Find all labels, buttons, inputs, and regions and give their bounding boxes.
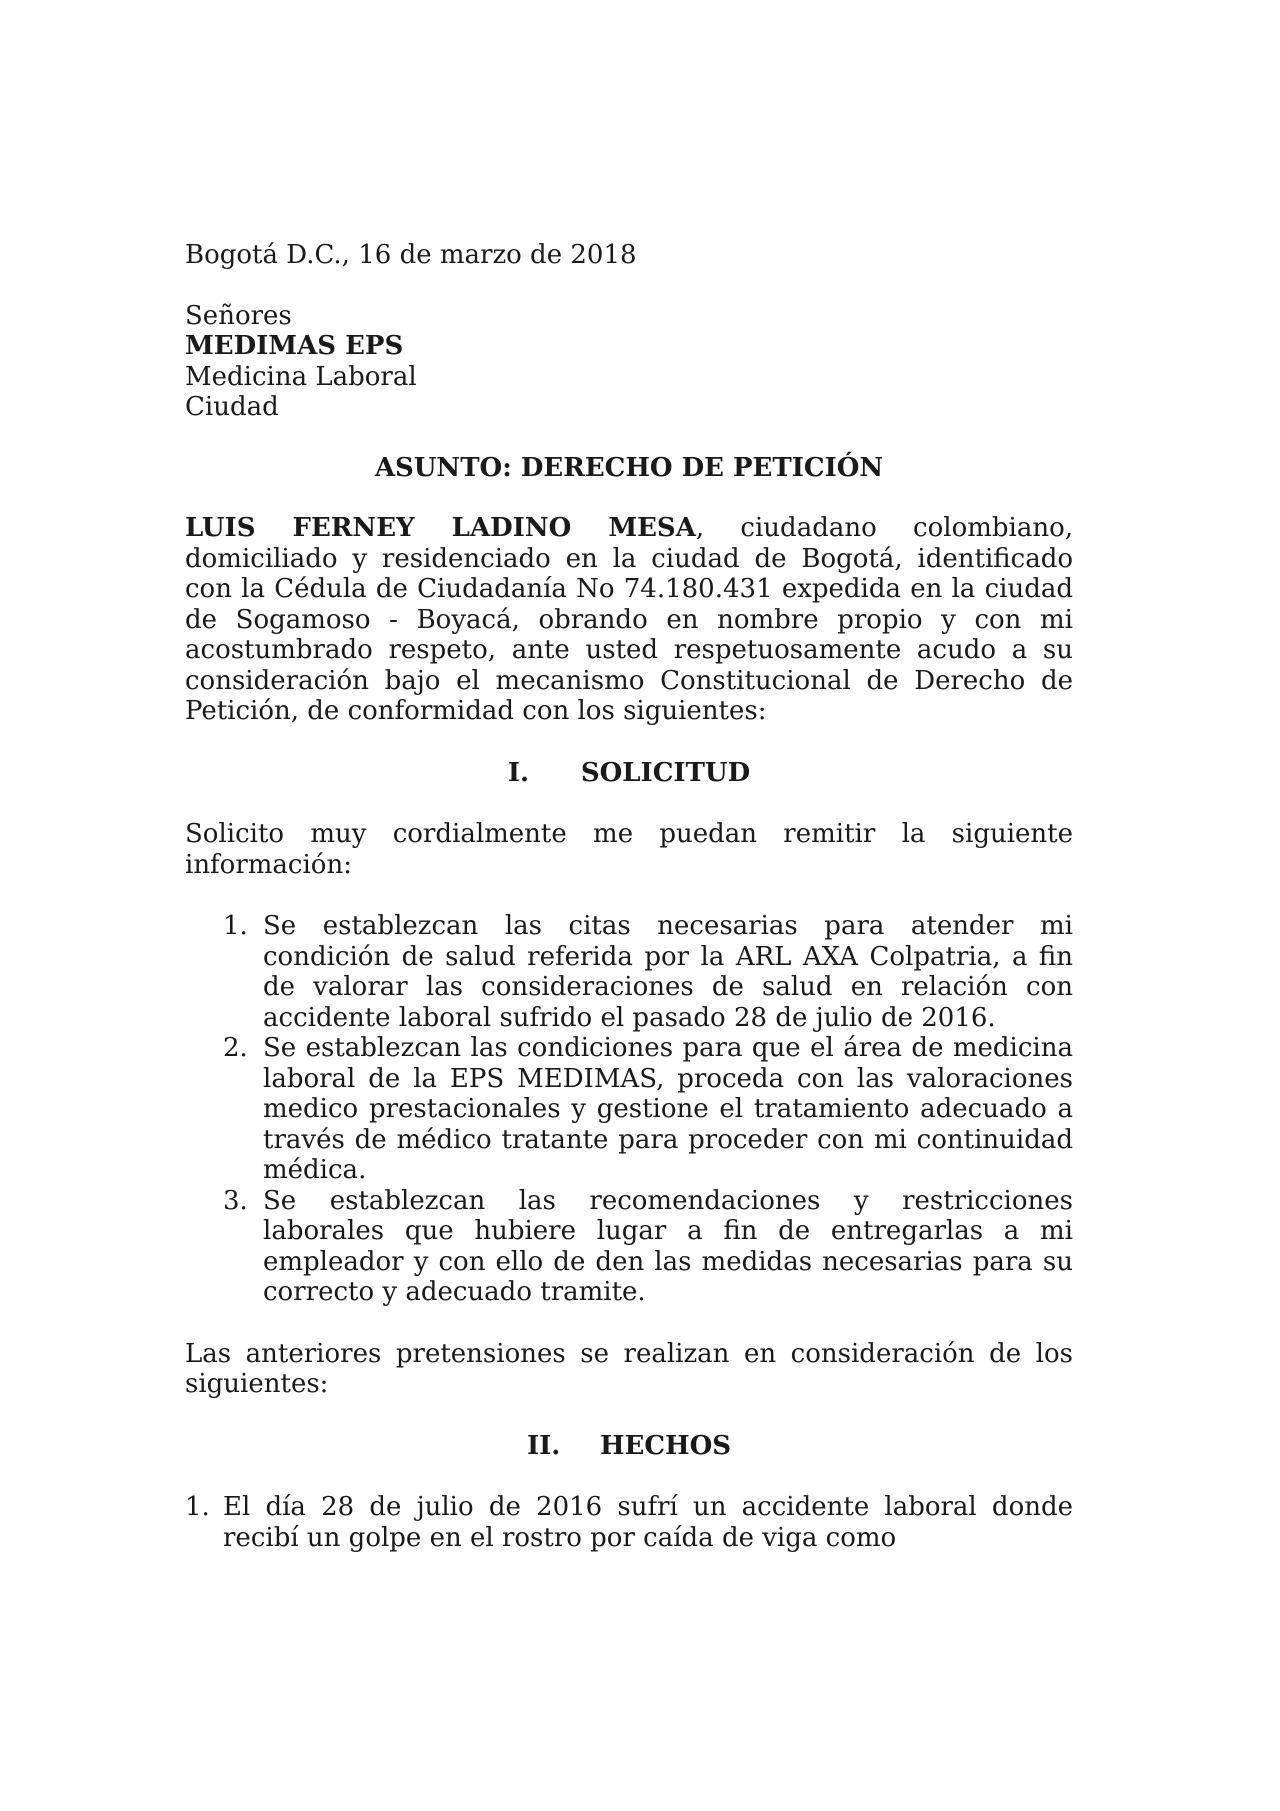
intro-paragraph	[185, 513, 1073, 727]
recipient-block	[185, 301, 1073, 423]
petitioner-name: LUIS FERNEY LADINO MESA	[185, 513, 696, 543]
section-number: I.	[507, 757, 530, 788]
list-item-text: Se establezcan las recomendaciones y restricciones laborales que hubiere lugar a fin de entregarlas a mi empleador y con ello de den las medidas necesarias para su correcto y adecuado tramite.	[263, 1185, 1073, 1307]
solicitud-list	[185, 911, 1073, 1308]
list-item-number: 1.	[185, 1492, 210, 1522]
letter-page	[185, 240, 1073, 1553]
solicitud-closing: Las anteriores pretensiones se realizan en consideración de los siguientes:	[185, 1338, 1073, 1399]
section-title: SOLICITUD	[580, 757, 751, 788]
list-item	[185, 1033, 1073, 1186]
subject-heading: ASUNTO: DERECHO DE PETICIÓN	[374, 452, 884, 483]
list-item-number: 2.	[223, 1033, 248, 1063]
solicitud-lead: Solicito muy cordialmente me puedan remitir la siguiente información:	[185, 819, 1073, 880]
intro-text: , ciudadano colombiano, domiciliado y residenciado en la ciudad de Bogotá, identificado con la Cédula de Ciudadanía No 74.180.431 expedida en la ciudad de Sogamoso - Boyacá, obrando en nombre propio y con mi acostumbrado respeto, ante usted respetuosamente acudo a su consideración bajo el mecanismo Constitucional de Derecho de Petición, de conformidad con los siguientes:	[185, 513, 1073, 726]
list-item-number: 3.	[223, 1185, 248, 1216]
list-item	[185, 1186, 1073, 1308]
list-item	[185, 911, 1073, 1033]
list-item-text: Se establezcan las condiciones para que el área de medicina laboral de la EPS MEDIMAS, proceda con las valoraciones medico prestacionales y gestione el tratamiento adecuado a través de médico tratante para proceder con mi continuidad médica.	[263, 1033, 1073, 1185]
letter-date: Bogotá D.C., 16 de marzo de 2018	[185, 240, 637, 270]
recipient-city: Ciudad	[185, 392, 279, 422]
recipient-company: MEDIMAS EPS	[185, 331, 404, 361]
hechos-list	[185, 1492, 1073, 1553]
list-item-text: El día 28 de julio de 2016 sufrí un accidente laboral donde recibí un golpe en el rostro por caída de viga como	[223, 1492, 1073, 1553]
recipient-department: Medicina Laboral	[185, 361, 417, 392]
section-title: HECHOS	[599, 1430, 732, 1461]
recipient-salutation: Señores	[185, 300, 292, 331]
section-heading-solicitud	[185, 758, 1073, 789]
list-item-text: Se establezcan las citas necesarias para atender mi condición de salud referida por la ARL AXA Colpatria, a fin de valorar las consideraciones de salud en relación con accidente laboral sufrido el pasado 28 de julio de 2016.	[263, 911, 1073, 1033]
section-heading-hechos	[185, 1431, 1073, 1462]
list-item	[185, 1492, 1073, 1553]
section-number: II.	[526, 1430, 561, 1461]
list-item-number: 1.	[223, 911, 248, 941]
